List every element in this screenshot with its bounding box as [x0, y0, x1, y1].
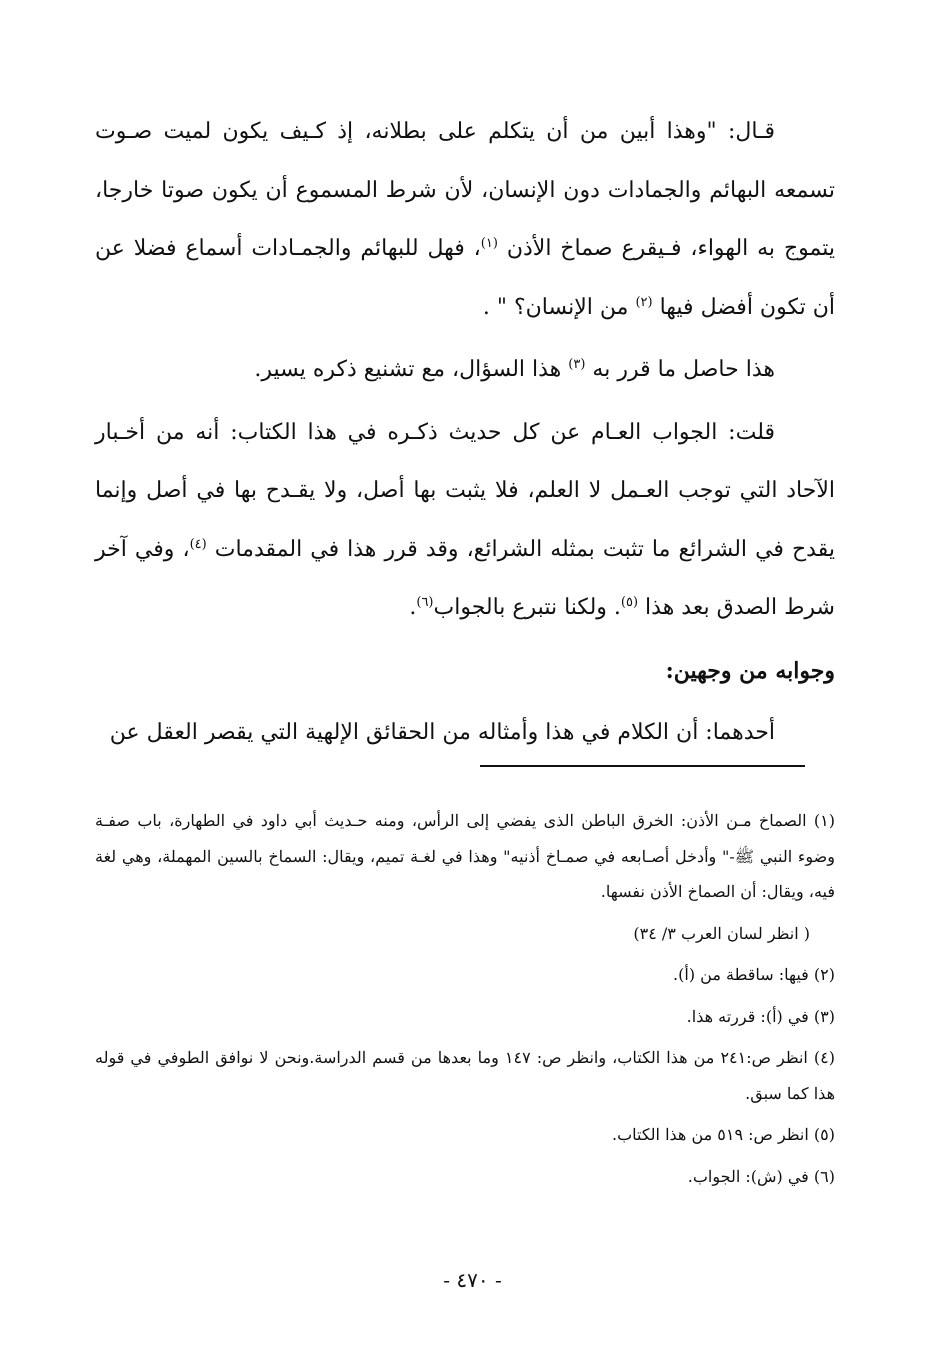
page-number: - ٤٧٠ - — [443, 1268, 502, 1292]
footnote-ref-6[interactable]: (٦) — [416, 595, 434, 610]
paragraph-text: ، وفي آخر شرط الصدق بعد هذا — [95, 536, 835, 620]
paragraph-text: هذا حاصل ما قرر به — [592, 357, 775, 382]
paragraph-text: من الإنسان؟ " . — [482, 294, 629, 320]
footnote-ref-3[interactable]: (٣) — [568, 357, 586, 372]
footnote-separator — [480, 765, 805, 767]
paragraph-text: قلت: الجواب العـام عن كل حديث ذكـره في هذا الكتاب: أنه من أخـبار الآحاد التي توجب العـمل لا العلم، فلا يثبت بها أصل، ولا يقـدح بها في أصل وإنما يقدح في الشرائع ما تثبت بمثله الشرائع، وقد قرر هذا في المقدمات — [95, 419, 835, 562]
paragraph-answer — [95, 404, 835, 638]
paragraph-text: . — [409, 595, 417, 620]
footnote-1-source: ( انظر لسان العرب ٣/ ٣٤) — [633, 923, 810, 943]
paragraph-text: ، فهل للبهائم والجمـادات أسماع فضلا عن أن تكون أفضل فيها — [95, 236, 835, 320]
main-text — [95, 103, 835, 767]
footnote-ref-5[interactable]: (٥) — [620, 595, 639, 610]
paragraph-text: قـال: "وهذا أبين من أن يتكلم على بطلانه، إذ كـيف يكون لميت صـوت تسمعه البهائم والجمادات دون الإنسان، لأن شرط المسموع أن يكون صوتا خارجا، يتموج به الهواء، فـيقرع صماخ الأذن — [95, 119, 835, 261]
paragraph-text: هذا السؤال، مع تشنيع ذكره يسير. — [254, 357, 562, 382]
footnote-6: (٦) في (ش): الجواب. — [687, 1166, 835, 1186]
paragraph-quote — [95, 103, 835, 337]
paragraph-first-aspect: أحدهما: أن الكلام في هذا وأمثاله من الحقائق الإلهية التي يقصر العقل عن — [109, 720, 775, 745]
footnote-3: (٣) في (أ): قررته هذا. — [686, 1006, 835, 1026]
footnote-4: (٤) انظر ص:٢٤١ من هذا الكتاب، وانظر ص: ١٤٧ وما بعدها من قسم الدراسة.ونحن لا نوافق الطوفي في قوله هذا كما سبق. — [95, 1048, 835, 1103]
section-heading: وجوابه من وجهين: — [665, 657, 835, 684]
footnote-ref-4[interactable]: (٤) — [189, 536, 207, 552]
footnote-ref-1[interactable]: (١) — [480, 236, 498, 251]
footnote-2: (٢) فيها: ساقطة من (أ). — [673, 965, 835, 984]
footnote-1: (١) الصماخ مـن الأذن: الخرق الباطن الذى يفضي إلى الرأس، ومنه حـديث أبي داود في الطهارة، باب صفـة وضوء النبي ﷺ-" وأدخل أصـابعه في صمـاخ أذنيه" وهذا في لغـة تميم، ويقال: السماخ بالسين المهملة، وهي لغة فيه، ويقال: أن الصماخ الأذن نفسها. — [95, 811, 835, 901]
footnote-ref-2[interactable]: (٢) — [635, 294, 653, 310]
footnote-5: (٥) انظر ص: ٥١٩ من هذا الكتاب. — [611, 1125, 835, 1144]
paragraph-summary — [95, 341, 835, 400]
footnotes — [95, 803, 835, 1200]
paragraph-text: . ولكنا نتبرع بالجواب — [433, 595, 621, 620]
